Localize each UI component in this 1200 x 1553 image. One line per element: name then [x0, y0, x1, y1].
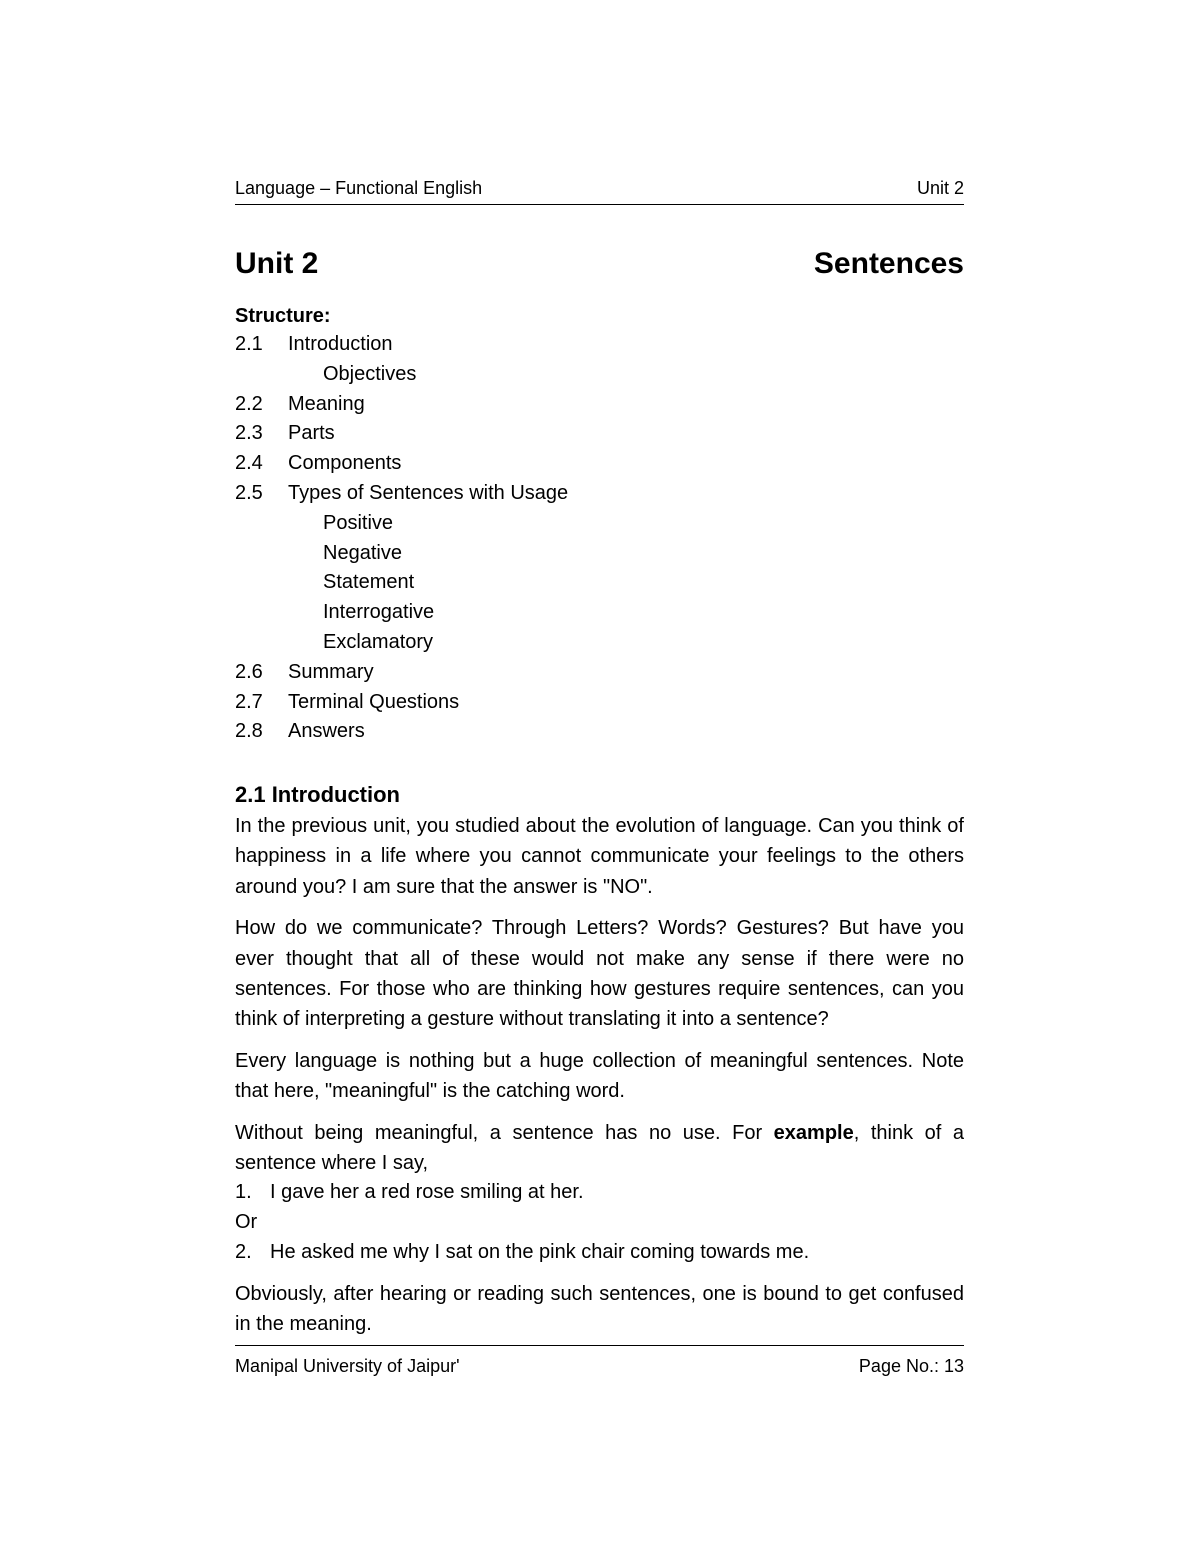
toc-item	[235, 419, 964, 449]
toc-item-number: 2.2	[235, 392, 263, 415]
paragraph-text: , think of a sentence where I say,	[235, 1121, 964, 1175]
toc-subitem	[235, 509, 964, 539]
toc-item-label: Meaning	[288, 392, 365, 415]
toc-subitem-label: Objectives	[323, 362, 417, 385]
toc-item-label: Parts	[288, 422, 335, 445]
header-book-title: Language – Functional English	[235, 178, 483, 198]
running-header	[235, 176, 964, 205]
document-page	[235, 0, 964, 1553]
toc-item-label: Types of Sentences with Usage	[288, 481, 569, 504]
toc-item-number: 2.3	[235, 422, 263, 445]
example-item	[235, 1178, 964, 1208]
toc-subitem-label: Statement	[323, 571, 415, 594]
toc-item-label: Components	[288, 452, 402, 475]
toc-item-label: Summary	[288, 660, 374, 683]
running-footer	[235, 1345, 964, 1386]
example-text: He asked me why I sat on the pink chair coming towards me.	[270, 1241, 810, 1264]
toc-item-number: 2.4	[235, 452, 263, 475]
toc-item-number: 2.7	[235, 690, 263, 713]
toc-subitem-label: Exclamatory	[323, 630, 434, 653]
emphasized-word: example	[773, 1121, 854, 1144]
toc-item	[235, 658, 964, 688]
toc-item-number: 2.8	[235, 720, 263, 743]
toc-item	[235, 330, 964, 360]
toc-subitem	[235, 628, 964, 658]
toc-item-number: 2.5	[235, 481, 263, 504]
toc-subitem-label: Interrogative	[323, 601, 435, 624]
toc-item-number: 2.1	[235, 333, 263, 355]
structure-list	[235, 330, 964, 747]
toc-subitem-label: Positive	[323, 511, 394, 534]
unit-number: Unit 2	[235, 247, 319, 280]
header-unit-label: Unit 2	[916, 178, 964, 198]
paragraph: In the previous unit, you studied about the evolution of language. Can you think of happiness in a life where you cannot communicate your feelings to the others around you? I am sure that the answer is "NO".	[235, 815, 964, 898]
toc-item	[235, 449, 964, 479]
toc-subitem	[235, 568, 964, 598]
paragraph: Obviously, after hearing or reading such sentences, one is bound to get confused in the meaning.	[235, 1282, 964, 1336]
toc-subitem	[235, 360, 964, 390]
toc-item-number: 2.6	[235, 660, 263, 683]
example-number: 2.	[235, 1241, 252, 1264]
paragraph	[235, 1118, 964, 1179]
section-heading-introduction: 2.1 Introduction	[235, 782, 400, 807]
unit-title: Sentences	[813, 247, 964, 280]
toc-item	[235, 479, 964, 509]
paragraph: Every language is nothing but a huge collection of meaningful sentences. Note that here, "meaningful" is the catching word.	[235, 1049, 964, 1103]
paragraph: How do we communicate? Through Letters? Words? Gestures? But have you ever thought that all of these would not make any sense if there were no sentences. For those who are thinking how gestures require sentences, can you think of interpreting a gesture without translating it into a sentence?	[235, 917, 964, 1031]
unit-title-row	[235, 244, 964, 284]
or-separator: Or	[235, 1211, 258, 1234]
toc-item	[235, 390, 964, 420]
toc-subitem	[235, 598, 964, 628]
introduction-body	[235, 811, 964, 1351]
example-number: 1.	[235, 1181, 252, 1204]
footer-page-number: Page No.: 13	[858, 1356, 964, 1376]
toc-item	[235, 717, 964, 747]
toc-subitem-label: Negative	[323, 541, 402, 564]
structure-heading: Structure:	[235, 305, 331, 327]
toc-subitem	[235, 539, 964, 569]
paragraph-text: Without being meaningful, a sentence has no use. For	[235, 1121, 774, 1144]
toc-item-label: Introduction	[288, 333, 393, 355]
example-item	[235, 1238, 964, 1268]
toc-item	[235, 688, 964, 718]
toc-item-label: Answers	[288, 720, 365, 743]
footer-institution: Manipal University of Jaipur'	[235, 1356, 460, 1376]
toc-item-label: Terminal Questions	[288, 690, 460, 713]
example-text: I gave her a red rose smiling at her.	[270, 1181, 584, 1204]
